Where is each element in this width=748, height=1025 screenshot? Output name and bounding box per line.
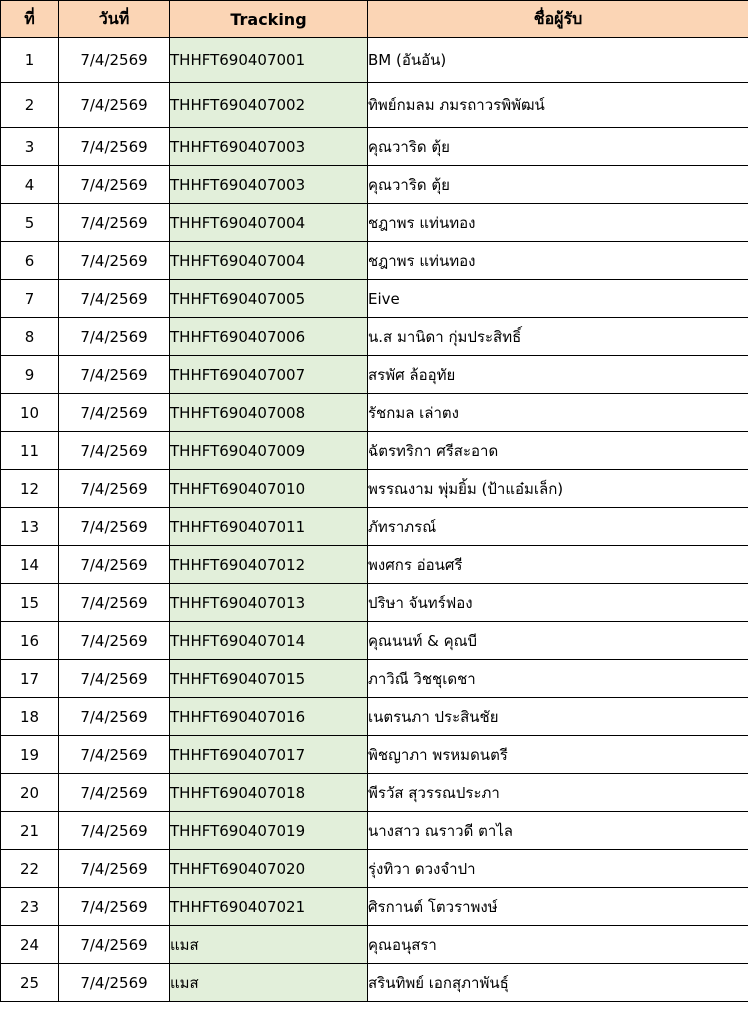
row-tracking: THHFT690407021 [170,888,368,926]
table-row [1,964,748,1002]
row-recipient: คุณอนุสรา [368,926,748,964]
row-recipient: ชฎาพร แท่นทอง [368,204,748,242]
table-row [1,888,748,926]
row-date: 7/4/2569 [59,280,170,318]
table-row [1,356,748,394]
row-recipient: พงศกร อ่อนศรี [368,546,748,584]
row-number: 21 [1,812,59,850]
row-date: 7/4/2569 [59,166,170,204]
row-tracking: THHFT690407007 [170,356,368,394]
row-date: 7/4/2569 [59,470,170,508]
row-tracking: THHFT690407006 [170,318,368,356]
table-header [1,1,748,38]
table-row [1,508,748,546]
row-tracking: THHFT690407019 [170,812,368,850]
row-number: 4 [1,166,59,204]
row-recipient: รัชกมล เล่าตง [368,394,748,432]
row-tracking: THHFT690407012 [170,546,368,584]
row-number: 20 [1,774,59,812]
table-row [1,774,748,812]
table-row [1,432,748,470]
row-recipient: ภัทราภรณ์ [368,508,748,546]
row-date: 7/4/2569 [59,584,170,622]
row-recipient: ชฎาพร แท่นทอง [368,242,748,280]
row-recipient: พีรวัส สุวรรณประภา [368,774,748,812]
row-recipient: ศิรกานต์ โตวราพงษ์ [368,888,748,926]
row-date: 7/4/2569 [59,508,170,546]
row-number: 1 [1,38,59,83]
row-date: 7/4/2569 [59,242,170,280]
row-date: 7/4/2569 [59,926,170,964]
table-row [1,280,748,318]
row-date: 7/4/2569 [59,774,170,812]
row-tracking: THHFT690407020 [170,850,368,888]
row-date: 7/4/2569 [59,38,170,83]
header-recipient: ชื่อผู้รับ [368,1,748,38]
row-number: 11 [1,432,59,470]
row-recipient: พิชญาภา พรหมดนตรี [368,736,748,774]
row-number: 25 [1,964,59,1002]
table-row [1,698,748,736]
row-tracking: THHFT690407018 [170,774,368,812]
row-recipient: ภาวิณี วิชชุเดชา [368,660,748,698]
header-row [1,1,748,38]
table-row [1,394,748,432]
table-row [1,470,748,508]
row-tracking: THHFT690407010 [170,470,368,508]
row-tracking: THHFT690407005 [170,280,368,318]
row-tracking: THHFT690407011 [170,508,368,546]
row-date: 7/4/2569 [59,318,170,356]
row-recipient: พรรณงาม พุ่มยิ้ม (ป้าแอ๋มเล็ก) [368,470,748,508]
row-recipient: รุ่งทิวา ดวงจำปา [368,850,748,888]
table-row [1,850,748,888]
row-tracking: THHFT690407008 [170,394,368,432]
row-date: 7/4/2569 [59,128,170,166]
row-tracking: THHFT690407015 [170,660,368,698]
row-recipient: นางสาว ณราวดี ตาไล [368,812,748,850]
header-no: ที่ [1,1,59,38]
row-recipient: คุณวาริด ตุ้ย [368,166,748,204]
row-tracking: THHFT690407004 [170,242,368,280]
row-tracking: THHFT690407004 [170,204,368,242]
table-row [1,166,748,204]
row-number: 14 [1,546,59,584]
row-tracking: THHFT690407009 [170,432,368,470]
row-recipient: สรพัศ ล้ออุทัย [368,356,748,394]
table-row [1,204,748,242]
row-date: 7/4/2569 [59,812,170,850]
row-tracking: THHFT690407017 [170,736,368,774]
row-number: 12 [1,470,59,508]
row-recipient: คุณนนท์ & คุณบี [368,622,748,660]
table-row [1,660,748,698]
row-tracking: แมส [170,964,368,1002]
header-date: วันที่ [59,1,170,38]
row-number: 24 [1,926,59,964]
row-number: 17 [1,660,59,698]
row-number: 22 [1,850,59,888]
table-row [1,242,748,280]
table-row [1,812,748,850]
row-date: 7/4/2569 [59,394,170,432]
table-row [1,926,748,964]
row-tracking: THHFT690407001 [170,38,368,83]
row-recipient: ฉัตรทริกา ศรีสะอาด [368,432,748,470]
row-tracking: THHFT690407003 [170,128,368,166]
row-recipient: เนตรนภา ประสินชัย [368,698,748,736]
row-date: 7/4/2569 [59,888,170,926]
table-row [1,546,748,584]
row-number: 10 [1,394,59,432]
row-number: 7 [1,280,59,318]
row-number: 8 [1,318,59,356]
row-number: 2 [1,83,59,128]
row-date: 7/4/2569 [59,964,170,1002]
row-recipient: สรินทิพย์ เอกสุภาพันธุ์ [368,964,748,1002]
header-tracking: Tracking [170,1,368,38]
table-row [1,622,748,660]
table-body [1,38,748,1002]
row-date: 7/4/2569 [59,204,170,242]
row-tracking: THHFT690407013 [170,584,368,622]
row-date: 7/4/2569 [59,546,170,584]
row-number: 15 [1,584,59,622]
row-number: 3 [1,128,59,166]
row-number: 5 [1,204,59,242]
row-number: 9 [1,356,59,394]
row-tracking: แมส [170,926,368,964]
row-date: 7/4/2569 [59,356,170,394]
row-number: 16 [1,622,59,660]
row-recipient: ทิพย์กมลม ภมรถาวรพิพัฒน์ [368,83,748,128]
row-number: 18 [1,698,59,736]
row-number: 13 [1,508,59,546]
row-tracking: THHFT690407014 [170,622,368,660]
row-tracking: THHFT690407003 [170,166,368,204]
table-row [1,584,748,622]
table-row [1,128,748,166]
row-date: 7/4/2569 [59,622,170,660]
row-recipient: คุณวาริด ตุ้ย [368,128,748,166]
row-recipient: น.ส มานิดา กุ่มประสิทธิ์ [368,318,748,356]
row-date: 7/4/2569 [59,850,170,888]
row-date: 7/4/2569 [59,736,170,774]
row-date: 7/4/2569 [59,432,170,470]
table-row [1,736,748,774]
table-row [1,318,748,356]
row-date: 7/4/2569 [59,83,170,128]
row-tracking: THHFT690407002 [170,83,368,128]
row-recipient: BM (อันอัน) [368,38,748,83]
row-number: 19 [1,736,59,774]
row-tracking: THHFT690407016 [170,698,368,736]
row-recipient: Eive [368,280,748,318]
table-row [1,38,748,83]
row-date: 7/4/2569 [59,698,170,736]
row-recipient: ปริษา จันทร์ฟอง [368,584,748,622]
table-row [1,83,748,128]
row-number: 23 [1,888,59,926]
row-number: 6 [1,242,59,280]
row-date: 7/4/2569 [59,660,170,698]
